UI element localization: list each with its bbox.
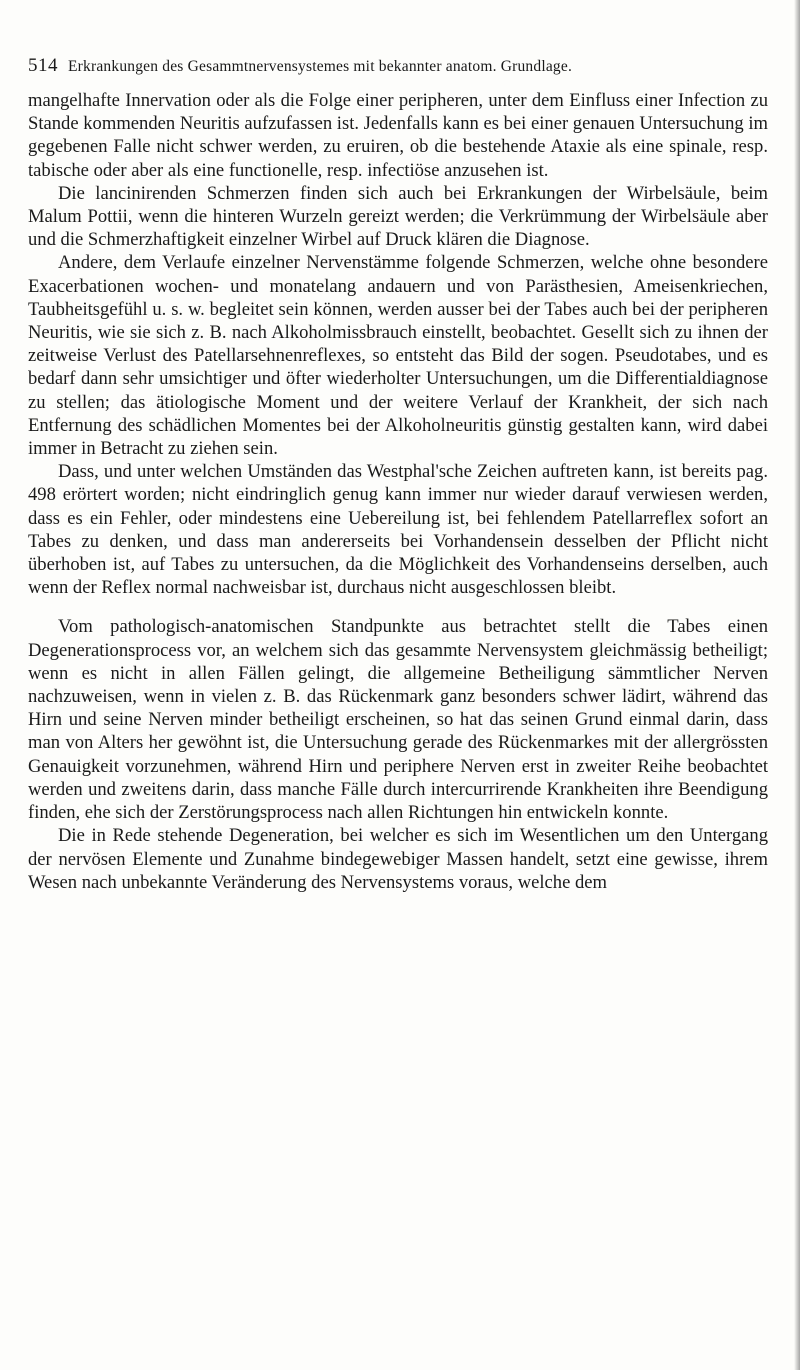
paragraph-degeneration: Die in Rede stehende Degeneration, bei welcher es sich im Wesentlichen um den Untergang der nervösen Elemente und Zunahme bindegewebiger Massen handelt, setzt eine gewisse, ihrem Wesen nach unbekannte Veränderung des Nervensystems voraus, welche dem bbox=[28, 825, 768, 893]
paragraph-lancinating-pain: Die lancinirenden Schmerzen finden sich auch bei Erkrankungen der Wirbelsäule, beim Malum Pottii, wenn die hinteren Wurzeln gereizt werden; die Verkrümmung der Wirbelsäule aber und die Schmerzhaftigkeit einzelner Wirbel auf Druck klären die Diagnose. bbox=[28, 182, 768, 251]
body-text bbox=[28, 89, 768, 894]
running-title: Erkrankungen des Gesammtnervensystemes mit bekannter anatom. Grundlage. bbox=[68, 58, 573, 75]
page-edge-shadow bbox=[794, 0, 800, 1370]
paragraph-pseudotabes: Andere, dem Verlaufe einzelner Nervenstämme folgende Schmerzen, welche ohne besondere Exacerbationen wochen- und monatelang andauern und von Parästhesien, Ameisenkriechen, Taubheitsgefühl u. s. w. begleitet sein können, werden ausser bei der Tabes auch bei der peripheren Neuritis, wie sie sich z. B. nach Alkoholmissbrauch einstellt, beobachtet. Gesellt sich zu ihnen der zeitweise Verlust des Patellarsehnenreflexes, so entsteht das Bild der sogen. Pseudotabes, und es bedarf dann sehr umsichtiger und öfter wiederholter Untersuchungen, um die Differentialdiagnose zu stellen; das ätiologische Moment und der weitere Verlauf der Krankheit, der sich nach Entfernung des schädlichen Momentes bei der Alkoholneuritis günstig gestalten kann, wird dabei immer in Betracht zu ziehen sein. bbox=[28, 252, 768, 460]
paragraph-westphal-sign: Dass, und unter welchen Umständen das Westphal'sche Zeichen auftreten kann, ist bereits pag. 498 erörtert worden; nicht eindringlich genug kann immer nur wieder darauf verwiesen werden, dass es ein Fehler, oder mindestens eine Uebereilung ist, bei fehlendem Patellarreflex sofort an Tabes zu denken, und dass man andererseits bei Vorhandensein desselben der Pflicht nicht überhoben ist, auf Tabes zu untersuchen, da die Möglichkeit des Vorhandenseins derselben, auch wenn der Reflex normal nachweisbar ist, durchaus nicht ausgeschlossen bleibt. bbox=[28, 461, 768, 599]
paragraph-pathological-anatomy: Vom pathologisch-anatomischen Standpunkte aus betrachtet stellt die Tabes einen Degenerationsprocess vor, an welchem sich das gesammte Nervensystem gleichmässig betheiligt; wenn es nicht in allen Fällen gelingt, die allgemeine Betheiligung sämmtlicher Nerven nachzuweisen, wenn in vielen z. B. das Rückenmark ganz besonders schwer lädirt, während das Hirn und seine Nerven minder betheiligt erscheinen, so hat das seinen Grund einmal darin, dass man von Alters her gewöhnt ist, die Untersuchung gerade des Rückenmarkes mit der allergrössten Genauigkeit vorzunehmen, während Hirn und periphere Nerven erst in zweiter Reihe beobachtet werden und zweitens darin, dass manche Fälle durch intercurrirende Krankheiten ihre Beendigung finden, ehe sich der Zerstörungsprocess nach allen Richtungen hin entwickeln konnte. bbox=[28, 616, 768, 824]
running-header bbox=[28, 55, 768, 77]
paragraph-continuation: mangelhafte Innervation oder als die Folge einer peripheren, unter dem Einfluss einer Infection zu Stande kommenden Neuritis aufzufassen ist. Jedenfalls kann es bei einer genauen Untersuchung im gegebenen Falle nicht schwer werden, zu eruiren, ob die bestehende Ataxie als eine spinale, resp. tabische oder aber als eine functionelle, resp. infectiöse anzusehen ist. bbox=[28, 90, 768, 181]
page-number: 514 bbox=[28, 55, 58, 76]
